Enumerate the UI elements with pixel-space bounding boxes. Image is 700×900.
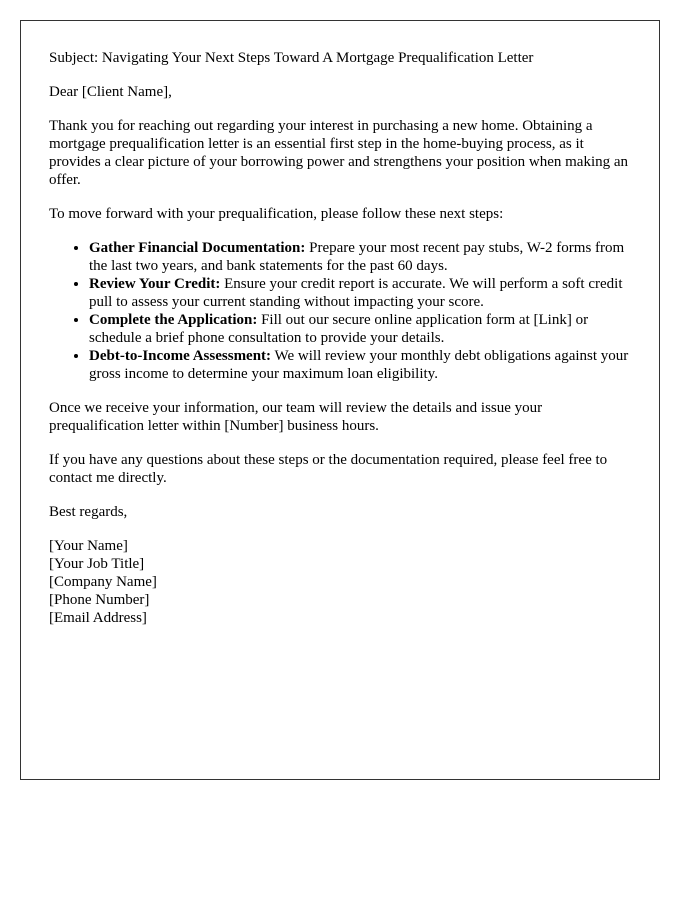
letter-document <box>20 20 660 780</box>
step-title: Complete the Application: <box>89 312 258 328</box>
steps-intro: To move forward with your prequalification, please follow these next steps: <box>49 206 504 222</box>
signature-phone: [Phone Number] <box>49 592 150 608</box>
letter-intro: Thank you for reaching out regarding your interest in purchasing a new home. Obtaining a mortgage prequalification letter is an essential first step in the home-buying process, as it provides a clear picture of your borrowing power and strengthens your position when making an offer. <box>49 118 629 188</box>
step-text: We will review your monthly debt obligations against your gross income to determine your maximum loan eligibility. <box>89 348 629 382</box>
letter-subject: Subject: Navigating Your Next Steps Toward A Mortgage Prequalification Letter <box>49 50 534 66</box>
step-item <box>89 311 631 347</box>
signature-company: [Company Name] <box>49 574 157 590</box>
step-item <box>89 239 631 275</box>
signature-email: [Email Address] <box>49 610 147 626</box>
step-item <box>89 275 631 311</box>
step-title: Review Your Credit: <box>89 276 221 292</box>
letter-greeting: Dear [Client Name], <box>49 84 172 100</box>
signature-job-title: [Your Job Title] <box>49 556 145 572</box>
step-title: Debt-to-Income Assessment: <box>89 348 272 364</box>
step-title: Gather Financial Documentation: <box>89 240 306 256</box>
step-text: Prepare your most recent pay stubs, W-2 forms from the last two years, and bank statements for the past 60 days. <box>89 240 625 274</box>
signature-name: [Your Name] <box>49 538 128 554</box>
step-item <box>89 347 631 383</box>
signature-block <box>49 537 631 627</box>
letter-followup: Once we receive your information, our team will review the details and issue your prequalification letter within [Number] business hours. <box>49 400 543 434</box>
letter-questions: If you have any questions about these steps or the documentation required, please feel free to contact me directly. <box>49 452 608 486</box>
steps-list <box>49 239 631 383</box>
step-text: Ensure your credit report is accurate. We will perform a soft credit pull to assess your current standing without impacting your score. <box>89 276 623 310</box>
letter-closing: Best regards, <box>49 504 128 520</box>
step-text: Fill out our secure online application form at [Link] or schedule a brief phone consultation to provide your details. <box>89 312 589 346</box>
